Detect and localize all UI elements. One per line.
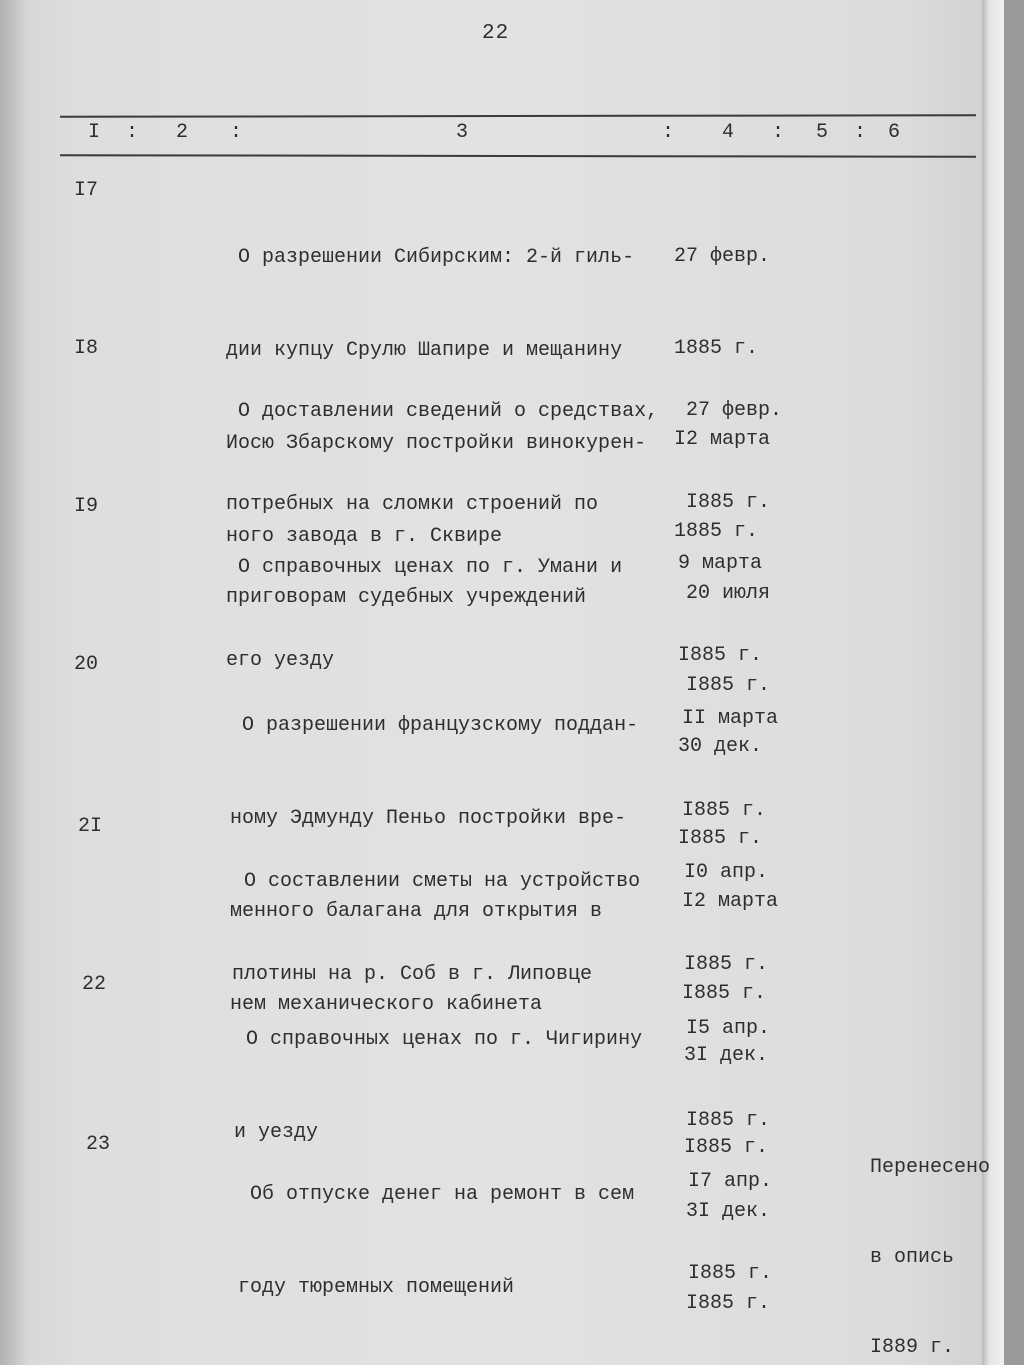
title-line: его уезду [226, 649, 335, 672]
title-line: и уезду [234, 1121, 319, 1144]
title-line: Об отпуске денег на ремонт в сем [238, 1183, 635, 1206]
row-number: I7 [74, 179, 99, 202]
date-line: I885 г. [686, 1291, 771, 1315]
page-number: 22 [482, 22, 510, 45]
date-line: I885 г. [678, 643, 763, 667]
date-line: I2 марта [674, 428, 771, 451]
date-line: 27 февр. [674, 245, 771, 268]
header-sep-5: : [854, 121, 867, 144]
row-number: 2I [78, 815, 103, 838]
header-col-5: 5 [816, 121, 829, 144]
date-line: I885 г. [684, 952, 769, 976]
title-line: плотины на р. Соб в г. Липовце [232, 963, 593, 986]
date-line: II марта [682, 707, 779, 730]
header-sep-3: : [662, 121, 675, 144]
date-line: I5 апр. [686, 1017, 771, 1040]
date-line: 1885 г. [674, 336, 759, 360]
title-line: дии купцу Срулю Шапире и мещанину [226, 339, 623, 362]
header-bottom-rule [60, 154, 976, 158]
date-line: 30 дек. [678, 735, 763, 758]
row-number: I8 [74, 337, 99, 360]
header-sep-1: : [126, 121, 139, 144]
row-number: I9 [74, 495, 99, 518]
date-line: 3I дек. [686, 1200, 771, 1223]
row-number: 23 [86, 1133, 111, 1156]
title-line: ному Эдмунду Пеньо постройки вре- [230, 807, 627, 830]
date-line: 20 июля [686, 582, 771, 605]
title-line: О разрешении французскому поддан- [230, 714, 639, 737]
title-line: Иосю Збарскому постройки винокурен- [226, 432, 647, 455]
header-col-6: 6 [888, 121, 901, 144]
date-line: 9 марта [678, 552, 763, 575]
note-line: в опись [870, 1246, 955, 1269]
row-number: 20 [74, 653, 99, 676]
row-dates [688, 1106, 772, 1350]
header-col-3: 3 [456, 121, 469, 144]
title-line: О справочных ценах по г. Чигирину [234, 1028, 643, 1051]
date-line: I885 г. [686, 673, 771, 697]
header-top-rule [60, 114, 976, 118]
date-line: I885 г. [686, 1108, 771, 1132]
date-line: I885 г. [682, 798, 767, 822]
title-line: О разрешении Сибирским: 2-й гиль- [226, 246, 635, 269]
date-line: 27 февр. [686, 399, 783, 422]
date-line: I2 марта [682, 890, 779, 913]
title-line: О составлении сметы на устройство [232, 870, 641, 893]
header-sep-2: : [230, 121, 243, 144]
header-sep-4: : [772, 121, 785, 144]
title-line: менного балагана для открытия в [230, 900, 603, 923]
binding-shadow [0, 0, 28, 1365]
note-line: I889 г. [870, 1336, 955, 1359]
note-line: Перенесено [870, 1156, 991, 1179]
date-line: I885 г. [678, 826, 763, 850]
date-line: I885 г. [688, 1261, 773, 1285]
title-line: потребных на сломки строений по [226, 493, 599, 516]
row-title [238, 1117, 634, 1365]
date-line: I7 апр. [688, 1170, 773, 1193]
date-line: I885 г. [686, 490, 771, 514]
title-line: ного завода в г. Сквире [226, 525, 503, 548]
title-line: О справочных ценах по г. Умани и [226, 556, 623, 579]
date-line: I0 апр. [684, 861, 769, 884]
date-line: 3I дек. [684, 1044, 769, 1067]
date-line: 1885 г. [674, 519, 759, 543]
title-line: приговорам судебных учреждений [226, 586, 587, 609]
date-line: I885 г. [682, 981, 767, 1005]
header-col-1: I [88, 121, 101, 144]
title-line: нем механического кабинета [230, 993, 543, 1016]
header-col-4: 4 [722, 121, 735, 144]
title-line: году тюремных помещений [238, 1276, 515, 1299]
title-line: О доставлении сведений о средствах, [226, 400, 659, 423]
header-col-2: 2 [176, 121, 189, 144]
date-line: I885 г. [684, 1135, 769, 1159]
row-note [870, 1093, 990, 1365]
row-number: 22 [82, 973, 107, 996]
